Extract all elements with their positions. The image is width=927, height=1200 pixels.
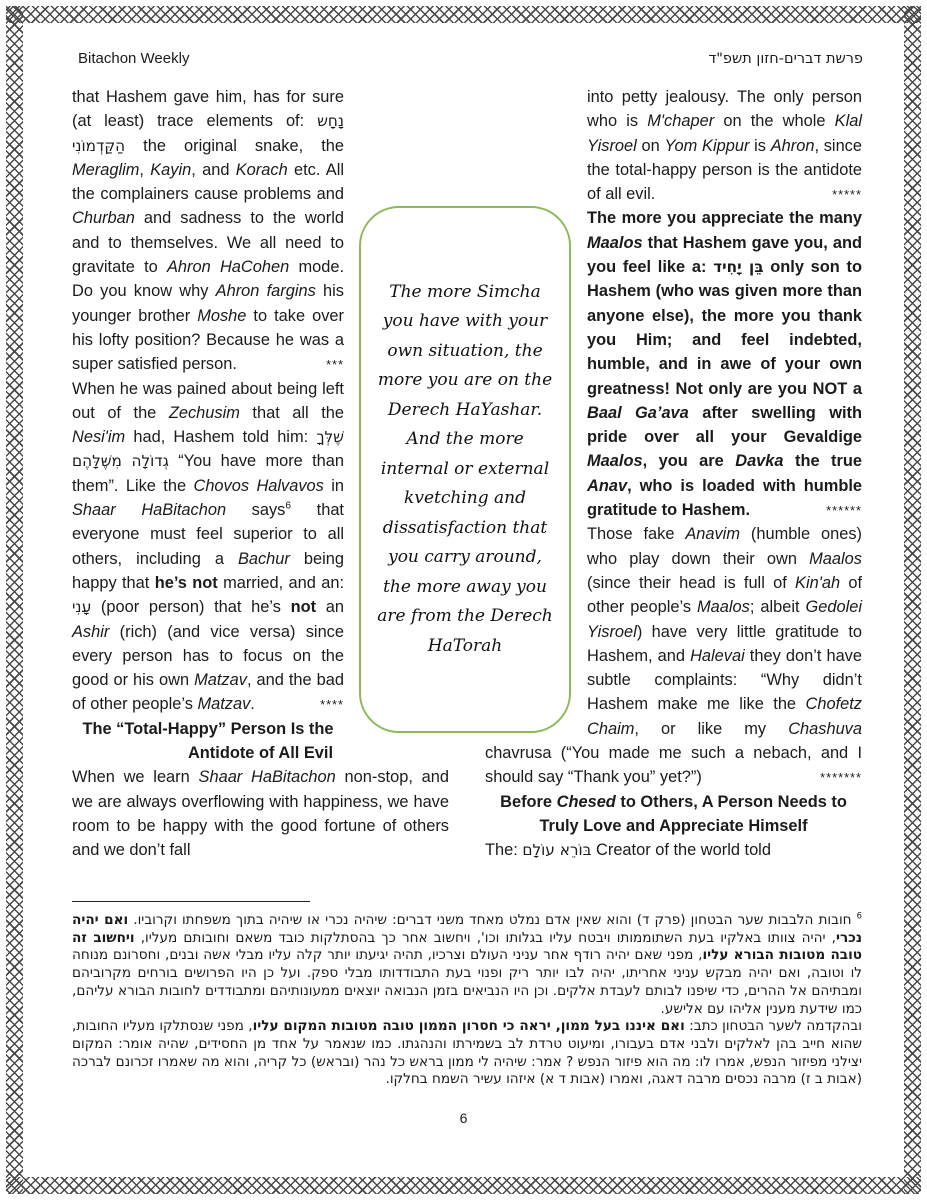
footnotes: [72, 912, 862, 1089]
footnote-6-part-1: $^6$ חובות הלבבות שער הבטחון (פרק ד) והוא שאין אדם נמלט מאחד משני דברים: שיהיה נכרי או שיהיה בתוך משפחתו וקרוביו. ואם יהיה נכרי, יהיה צוותו באלקיו בעת השתוממותו ויבטח עליו בגלותו וכו', ויחשוב אחר כך בהסתלקות כובד משאם וחובותם מעליו, ויחשוב זה טובה מטובות הבורא עליו, מפני שאם יהיה רודף אחר עניני העולם וצרכיו, תהיה יגיעתו יותר קלה עליו מבלי אשה ובנים, וחסרונם מנוחה לו וטובה, ואם יהיה מבקש עניני אחריתו, יהיה לבו יותר ריק ופנוי בעת התבודדותו מבלי ספק. ועל כן היו הפרושים בורחים מקרוביהם ומבתיהם אל ההרים, כדי שיפנו לבותם לעבדת אלקים. וכן היו הנביאים בזמן הנבואה יוצאים ממעונותיהם ומתבודדים לחובות הבורא עליהם, כמו שידעת מענין אליהו עם אלישע.: [72, 910, 862, 1017]
decorative-border-right: [904, 6, 921, 1194]
quote-text: The more Simcha you have with your own situation, the more you are on the Derech HaYashar. And the more internal or external kvetching and dissatisfaction that you carry around, the more away you are from the Derech HaTorah: [377, 281, 553, 656]
footnote-separator: [72, 901, 310, 902]
heading-total-happy: The “Total-Happy” Person Is the Antidote of All Evil: [82, 719, 334, 763]
decorative-border-bottom: [6, 1177, 921, 1194]
page-number: 6: [459, 1110, 468, 1126]
decorative-border-top: [6, 6, 921, 23]
parsha-title-hebrew: פרשת דברים-חזון תשפ"ד: [708, 51, 863, 67]
heading-before-chesed: Before Chesed to Others, A Person Needs to Truly Love and Appreciate Himself: [500, 792, 847, 835]
highlight-quote-box: [359, 206, 571, 733]
para-right-4: The: בּוֹרֵא עוֹלָם Creator of the world told: [485, 841, 771, 860]
para-left-3: When we learn Shaar HaBitachon non-stop, and we are always overflowing with happiness, we have room to be happy with the good fortune of others and we don’t fall: [72, 768, 450, 860]
footnote-6-part-2: ובהקדמה לשער הבטחון כתב: ואם איננו בעל ממון, יראה כי חסרון הממון טובה מטובות המקום עליו, מפני שנסתלקו מעליו החובות, שהוא חייב בהן לאלקים ולבני אדם בעבורו, ומיעוט טרדת לב בשמירתו והנהגתו. כמו שנאמר על אחד מן החסידים, שהיה אומר: המקום יצילני מפיזור הנפש, אמרו לו: מה הוא פיזור הנפש ? אמר: שיהיה לי ממון בראש כל נהר (ובראש) כל קריה, והוא מה שאמרו זכרונם לברכה (אבות ב ז) מרבה נכסים מרבה דאגה, ואמרו (אבות ד א) איזהו עשיר השמח בחלקו.: [72, 1018, 862, 1088]
decorative-border-left: [6, 6, 23, 1194]
para-right-2: The more you appreciate the many Maalos that Hashem gave you, and you feel like a: בֵּן יָחִיד only son to Hashem (who was given more than anyone else), the more you thank you Him; and feel indebted, humble, and in awe of your own greatness! Not only are you NOT a Baal Ga’ava after swelling with pride over all your Gevaldige Maalos, you are Davka the true Anav, who is loaded with humble gratitude to Hashem. ******: [587, 209, 862, 520]
para-right-3: Those fake Anavim (humble ones) who play down their own Maalos (since their head is full of Kin'ah of other people’s Maalos; albeit Gedolei Yisroel) have very little gratitude to Hashem, and Halevai they don’t have subtle complaints: “Why didn’t Hashem make me like the Chofetz Chaim, or like my Chashuva chavrusa (“You made me such a nebach, and I should say “Thank you” yet?”) *******: [485, 525, 862, 787]
newsletter-title: Bitachon Weekly: [78, 50, 190, 67]
page-header: [78, 50, 863, 67]
para-right-1: into petty jealousy. The only person who is M'chaper on the whole Klal Yisroel on Yom Kippur is Ahron, since the total-happy person is the antidote of all evil. *****: [587, 88, 863, 204]
para-left-1: that Hashem gave him, has for sure (at least) trace elements of: נָחָש הַקַּדְמוֹנִי the original snake, the Meraglim, Kayin, and Korach etc. All the complainers cause problems and Churban and sadness to the world and to themselves. We all need to gravitate to Ahron HaCohen mode. Do you know why Ahron fargins his younger brother Moshe to take over his lofty position? Because he was a super satisfied person. ***: [72, 88, 344, 374]
para-left-2: When he was pained about being left out of the Zechusim that all the Nesi'im had, Hashem told him: שֶׁלְּךָ גְדוֹלָה מִשֶּׁלָּהֶם “You have more than them”. Like the Chovos Halvavos in Shaar HaBitachon says$^6$ that everyone must feel superior to all others, including a Bachur being happy that he’s not married, and an: עָנִי (poor person) that he’s not an Ashir (rich) (and vice versa) since every person has to focus on the good or his own Matzav, and the bad of other people’s Matzav. ****: [72, 379, 345, 714]
